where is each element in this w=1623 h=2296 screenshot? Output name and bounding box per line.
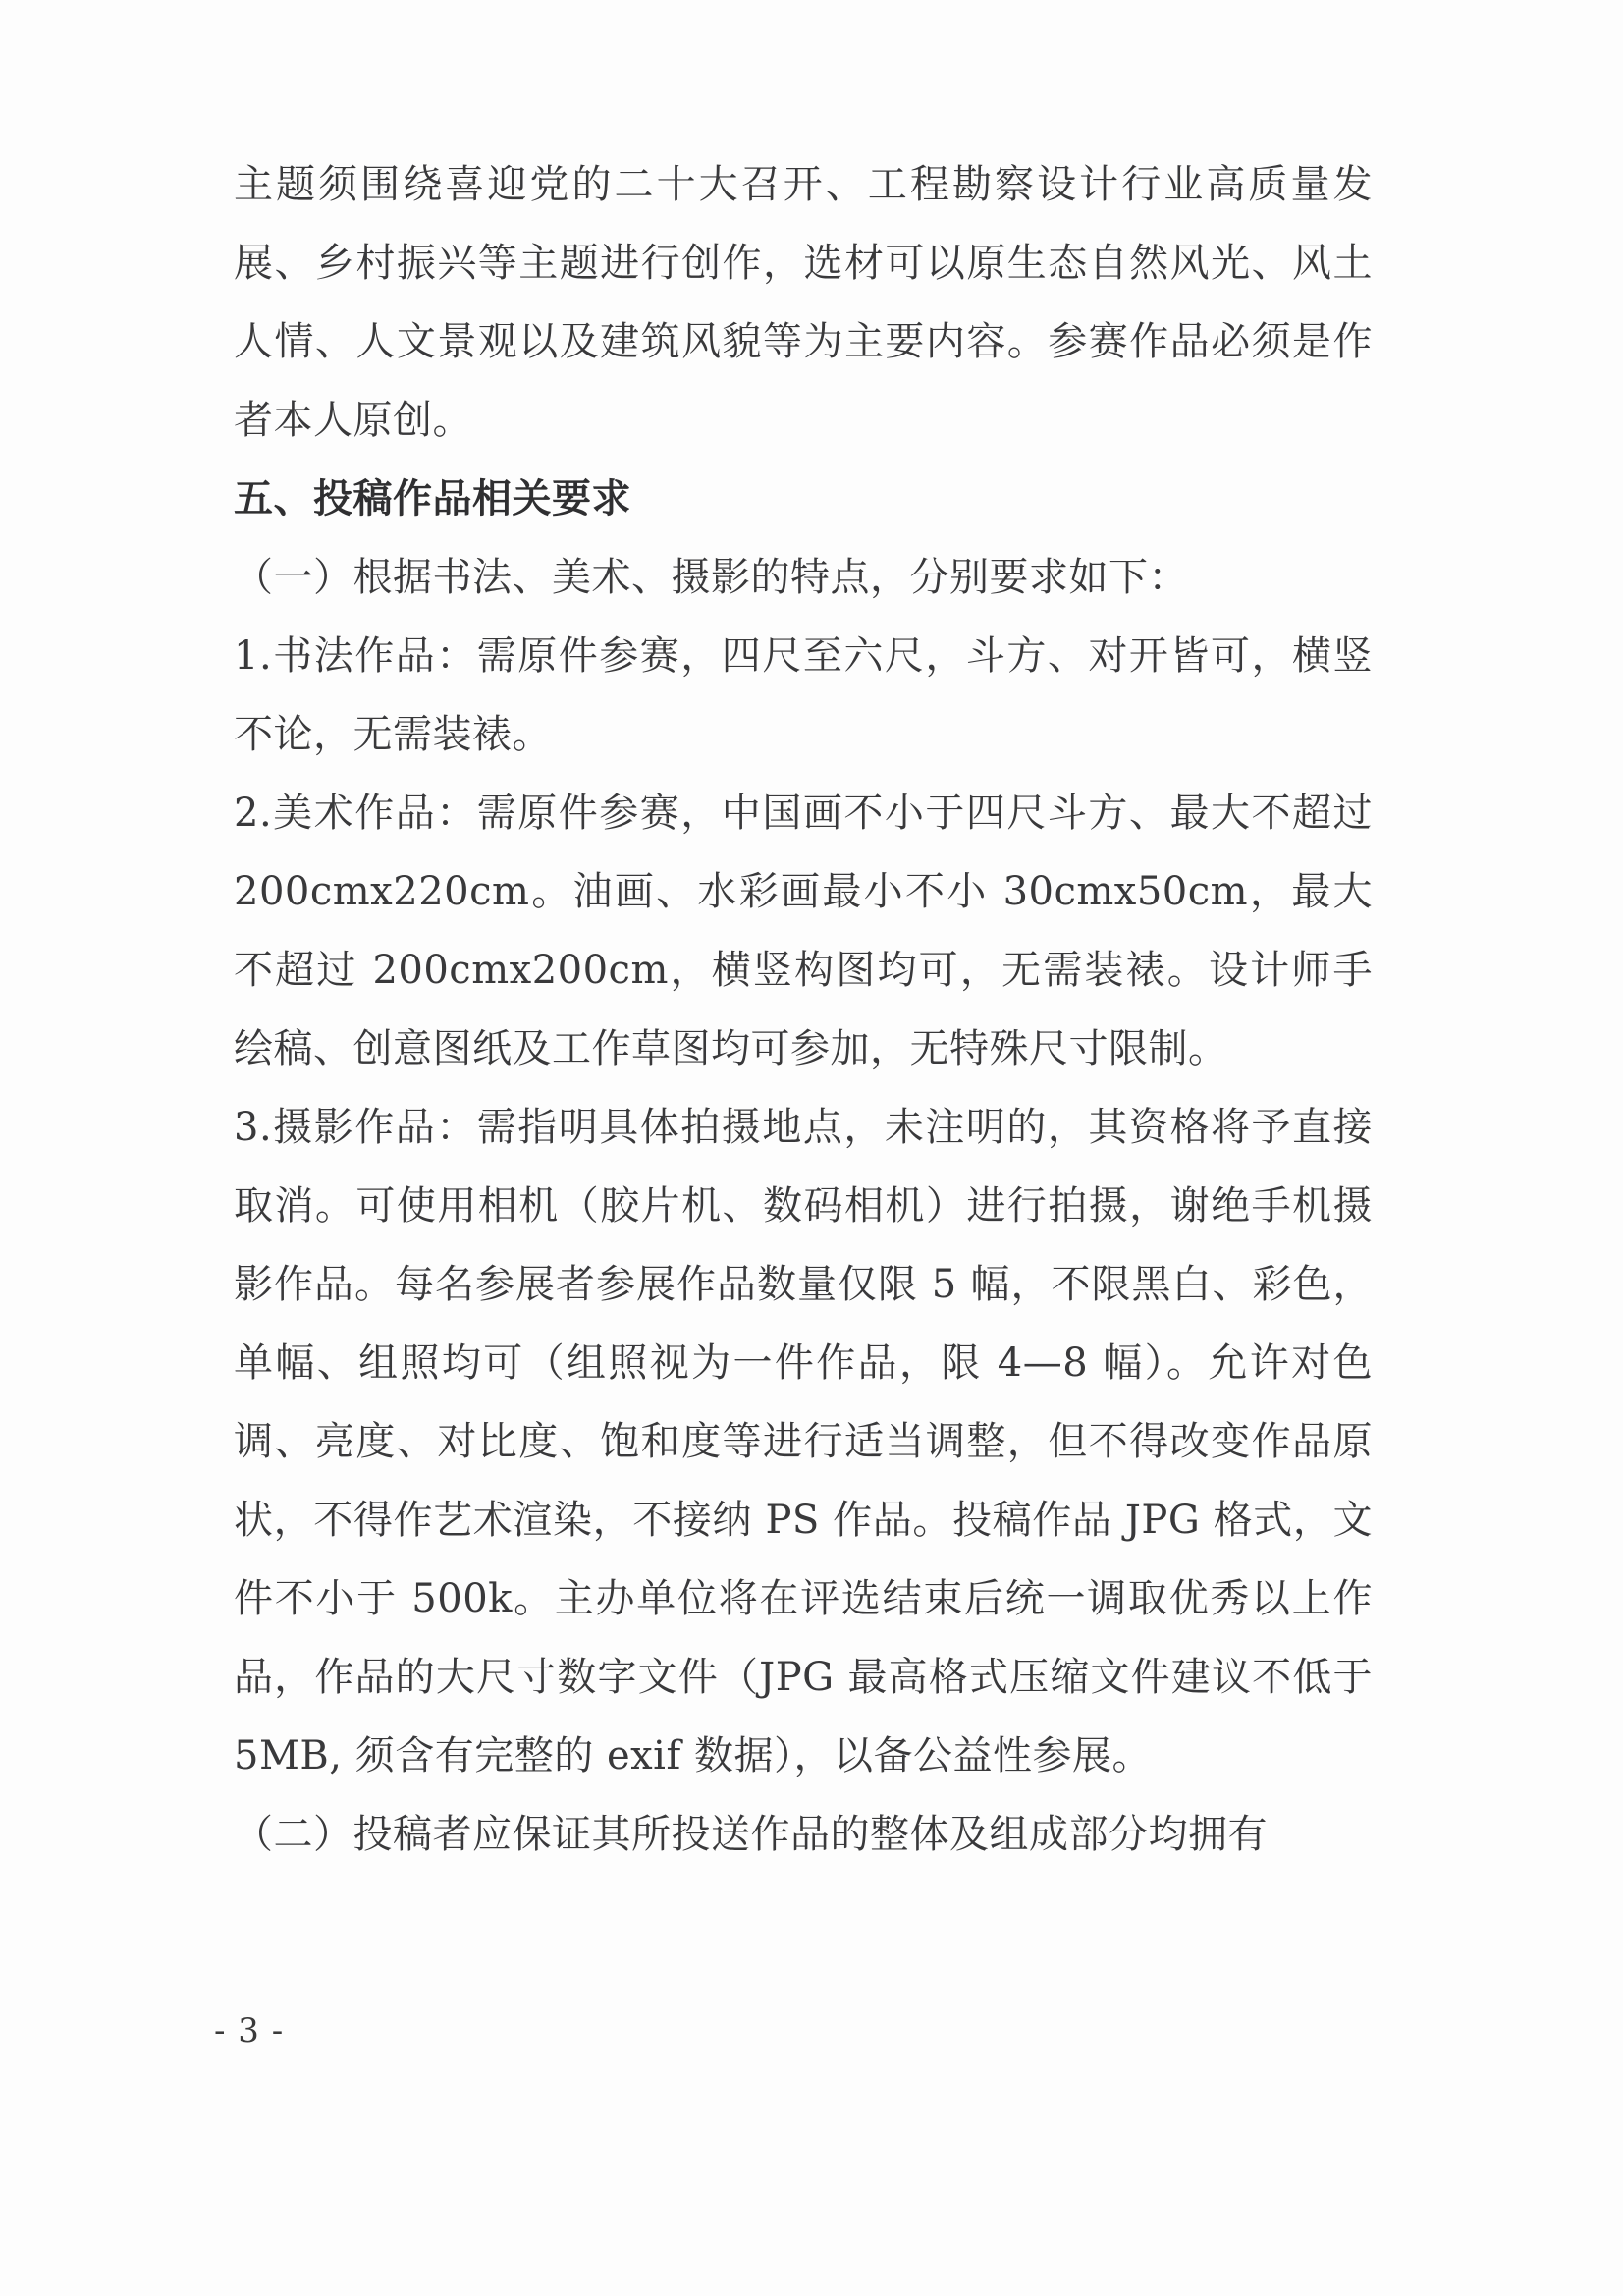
paragraph-theme-requirements: 主题须围绕喜迎党的二十大召开、工程勘察设计行业高质量发展、乡村振兴等主题进行创作，选材可以原生态自然风光、风土人情、人文景观以及建筑风貌等为主要内容。参赛作品必须是作者本人原创。 bbox=[234, 162, 1373, 443]
paragraph-item-fine-art: 2.美术作品：需原件参赛，中国画不小于四尺斗方、最大不超过 200cmx220cm。油画、水彩画最小不小 30cmx50cm，最大不超过 200cmx200cm，横竖构图均可，无需装裱。设计师手绘稿、创意图纸及工作草图均可参加，无特殊尺寸限制。 bbox=[234, 791, 1373, 1071]
paragraph-subsection-two: （二）投稿者应保证其所投送作品的整体及组成部分均拥有 bbox=[234, 1812, 1268, 1857]
paragraph-item-calligraphy: 1.书法作品：需原件参赛，四尺至六尺，斗方、对开皆可，横竖不论，无需装裱。 bbox=[234, 633, 1373, 757]
paragraph-subsection-one: （一）根据书法、美术、摄影的特点，分别要求如下： bbox=[234, 555, 1188, 600]
page-content bbox=[234, 145, 1373, 1874]
paragraph-item-photography: 3.摄影作品：需指明具体拍摄地点，未注明的，其资格将予直接取消。可使用相机（胶片机、数码相机）进行拍摄，谢绝手机摄影作品。每名参展者参展作品数量仅限 5 幅，不限黑白、彩色，单幅、组照均可（组照视为一件作品，限 4—8 幅）。允许对色调、亮度、对比度、饱和度等进行适当调整，但不得改变作品原状，不得作艺术渲染，不接纳 PS 作品。投稿作品 JPG 格式，文件不小于 500k。主办单位将在评选结束后统一调取优秀以上作品，作品的大尺寸数字文件（JPG 最高格式压缩文件建议不低于 5MB, 须含有完整的 exif 数据），以备公益性参展。 bbox=[234, 1105, 1373, 1778]
page-number: - 3 - bbox=[214, 2011, 285, 2050]
heading-section-five: 五、投稿作品相关要求 bbox=[234, 475, 631, 521]
